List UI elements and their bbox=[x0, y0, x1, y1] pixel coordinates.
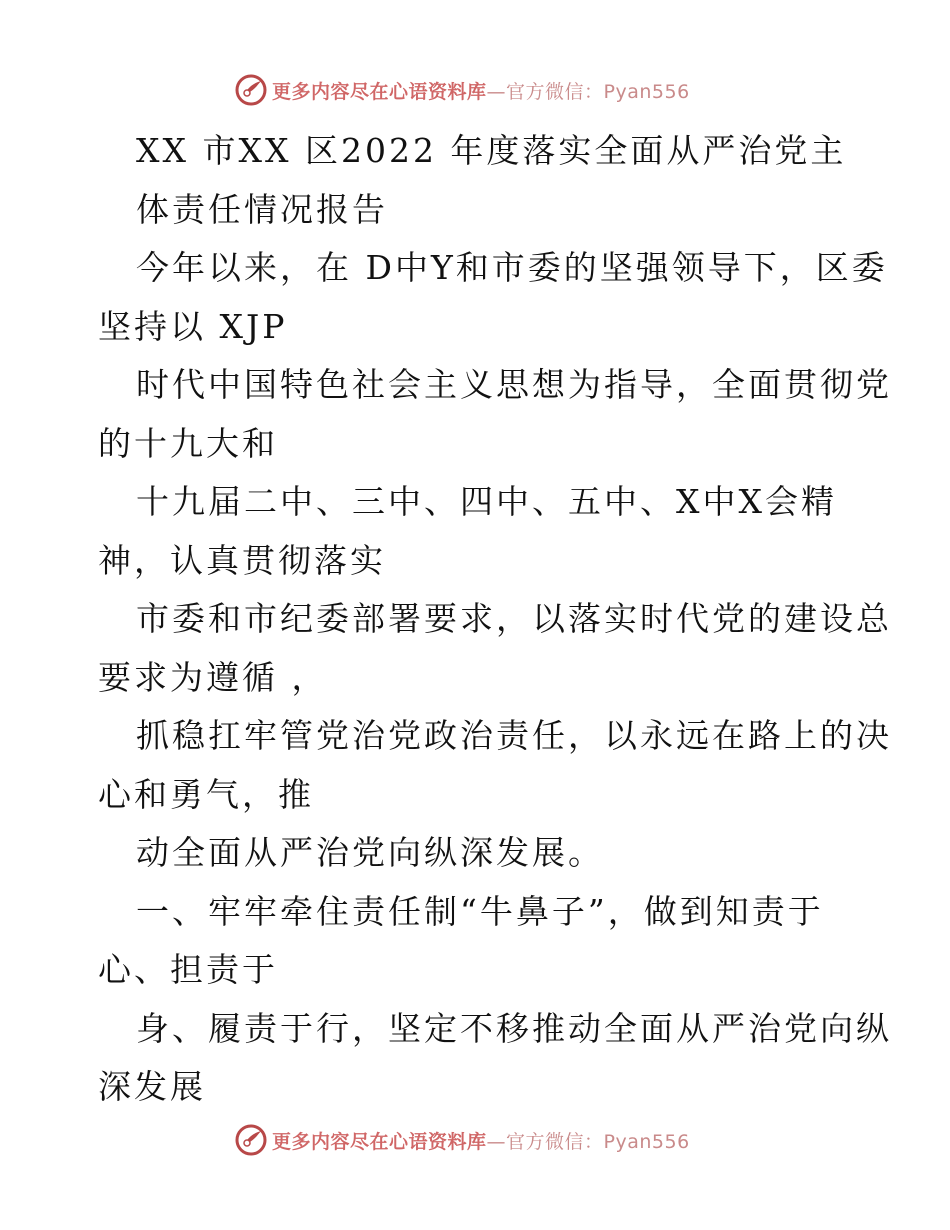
document-line: 动全面从严治党向纵深发展。 bbox=[136, 833, 604, 872]
document-line: XX 市XX 区2022 年度落实全面从严治党主 bbox=[136, 131, 847, 170]
watermark-suffix: 官方微信：Pyan556 bbox=[506, 1130, 690, 1153]
document-line: 心和勇气，推 bbox=[98, 774, 314, 814]
header-watermark bbox=[234, 72, 754, 108]
watermark-brand: 更多内容尽在心语资料库 bbox=[272, 1130, 487, 1153]
document-line: 十九届二中、三中、四中、五中、X中X会精 bbox=[136, 482, 837, 521]
document-line: 深发展 bbox=[98, 1067, 206, 1106]
watermark-separator: — bbox=[486, 1130, 507, 1153]
document-line: 抓稳扛牢管党治党政治责任，以永远在路上的决 bbox=[136, 716, 892, 755]
brand-logo-icon bbox=[234, 73, 268, 107]
document-line: 体责任情况报告 bbox=[136, 189, 388, 229]
document-line: 市委和市纪委部署要求，以落实时代党的建设总 bbox=[136, 599, 892, 638]
watermark-suffix: 官方微信：Pyan556 bbox=[506, 80, 690, 103]
document-line: 一、牢牢牵住责任制“牛鼻子”，做到知责于 bbox=[136, 891, 824, 931]
watermark-brand: 更多内容尽在心语资料库 bbox=[272, 80, 487, 103]
document-body bbox=[98, 122, 892, 1117]
watermark-text bbox=[272, 77, 690, 104]
document-line: 时代中国特色社会主义思想为指导，全面贯彻党 bbox=[136, 365, 892, 404]
document-line: 神，认真贯彻落实 bbox=[98, 540, 386, 580]
watermark-separator: — bbox=[486, 80, 507, 103]
document-line: 今年以来，在 D中Y和市委的坚强领导下，区委 bbox=[136, 248, 888, 287]
footer-watermark bbox=[234, 1122, 754, 1158]
brand-logo-icon bbox=[234, 1123, 268, 1157]
document-line: 身、履责于行，坚定不移推动全面从严治党向纵 bbox=[136, 1008, 892, 1048]
document-line: 心、担责于 bbox=[98, 950, 278, 989]
watermark-text bbox=[272, 1127, 690, 1154]
document-line: 要求为遵循 ， bbox=[98, 657, 328, 697]
document-line: 的十九大和 bbox=[98, 423, 278, 463]
document-line: 坚持以 XJP bbox=[98, 306, 288, 346]
